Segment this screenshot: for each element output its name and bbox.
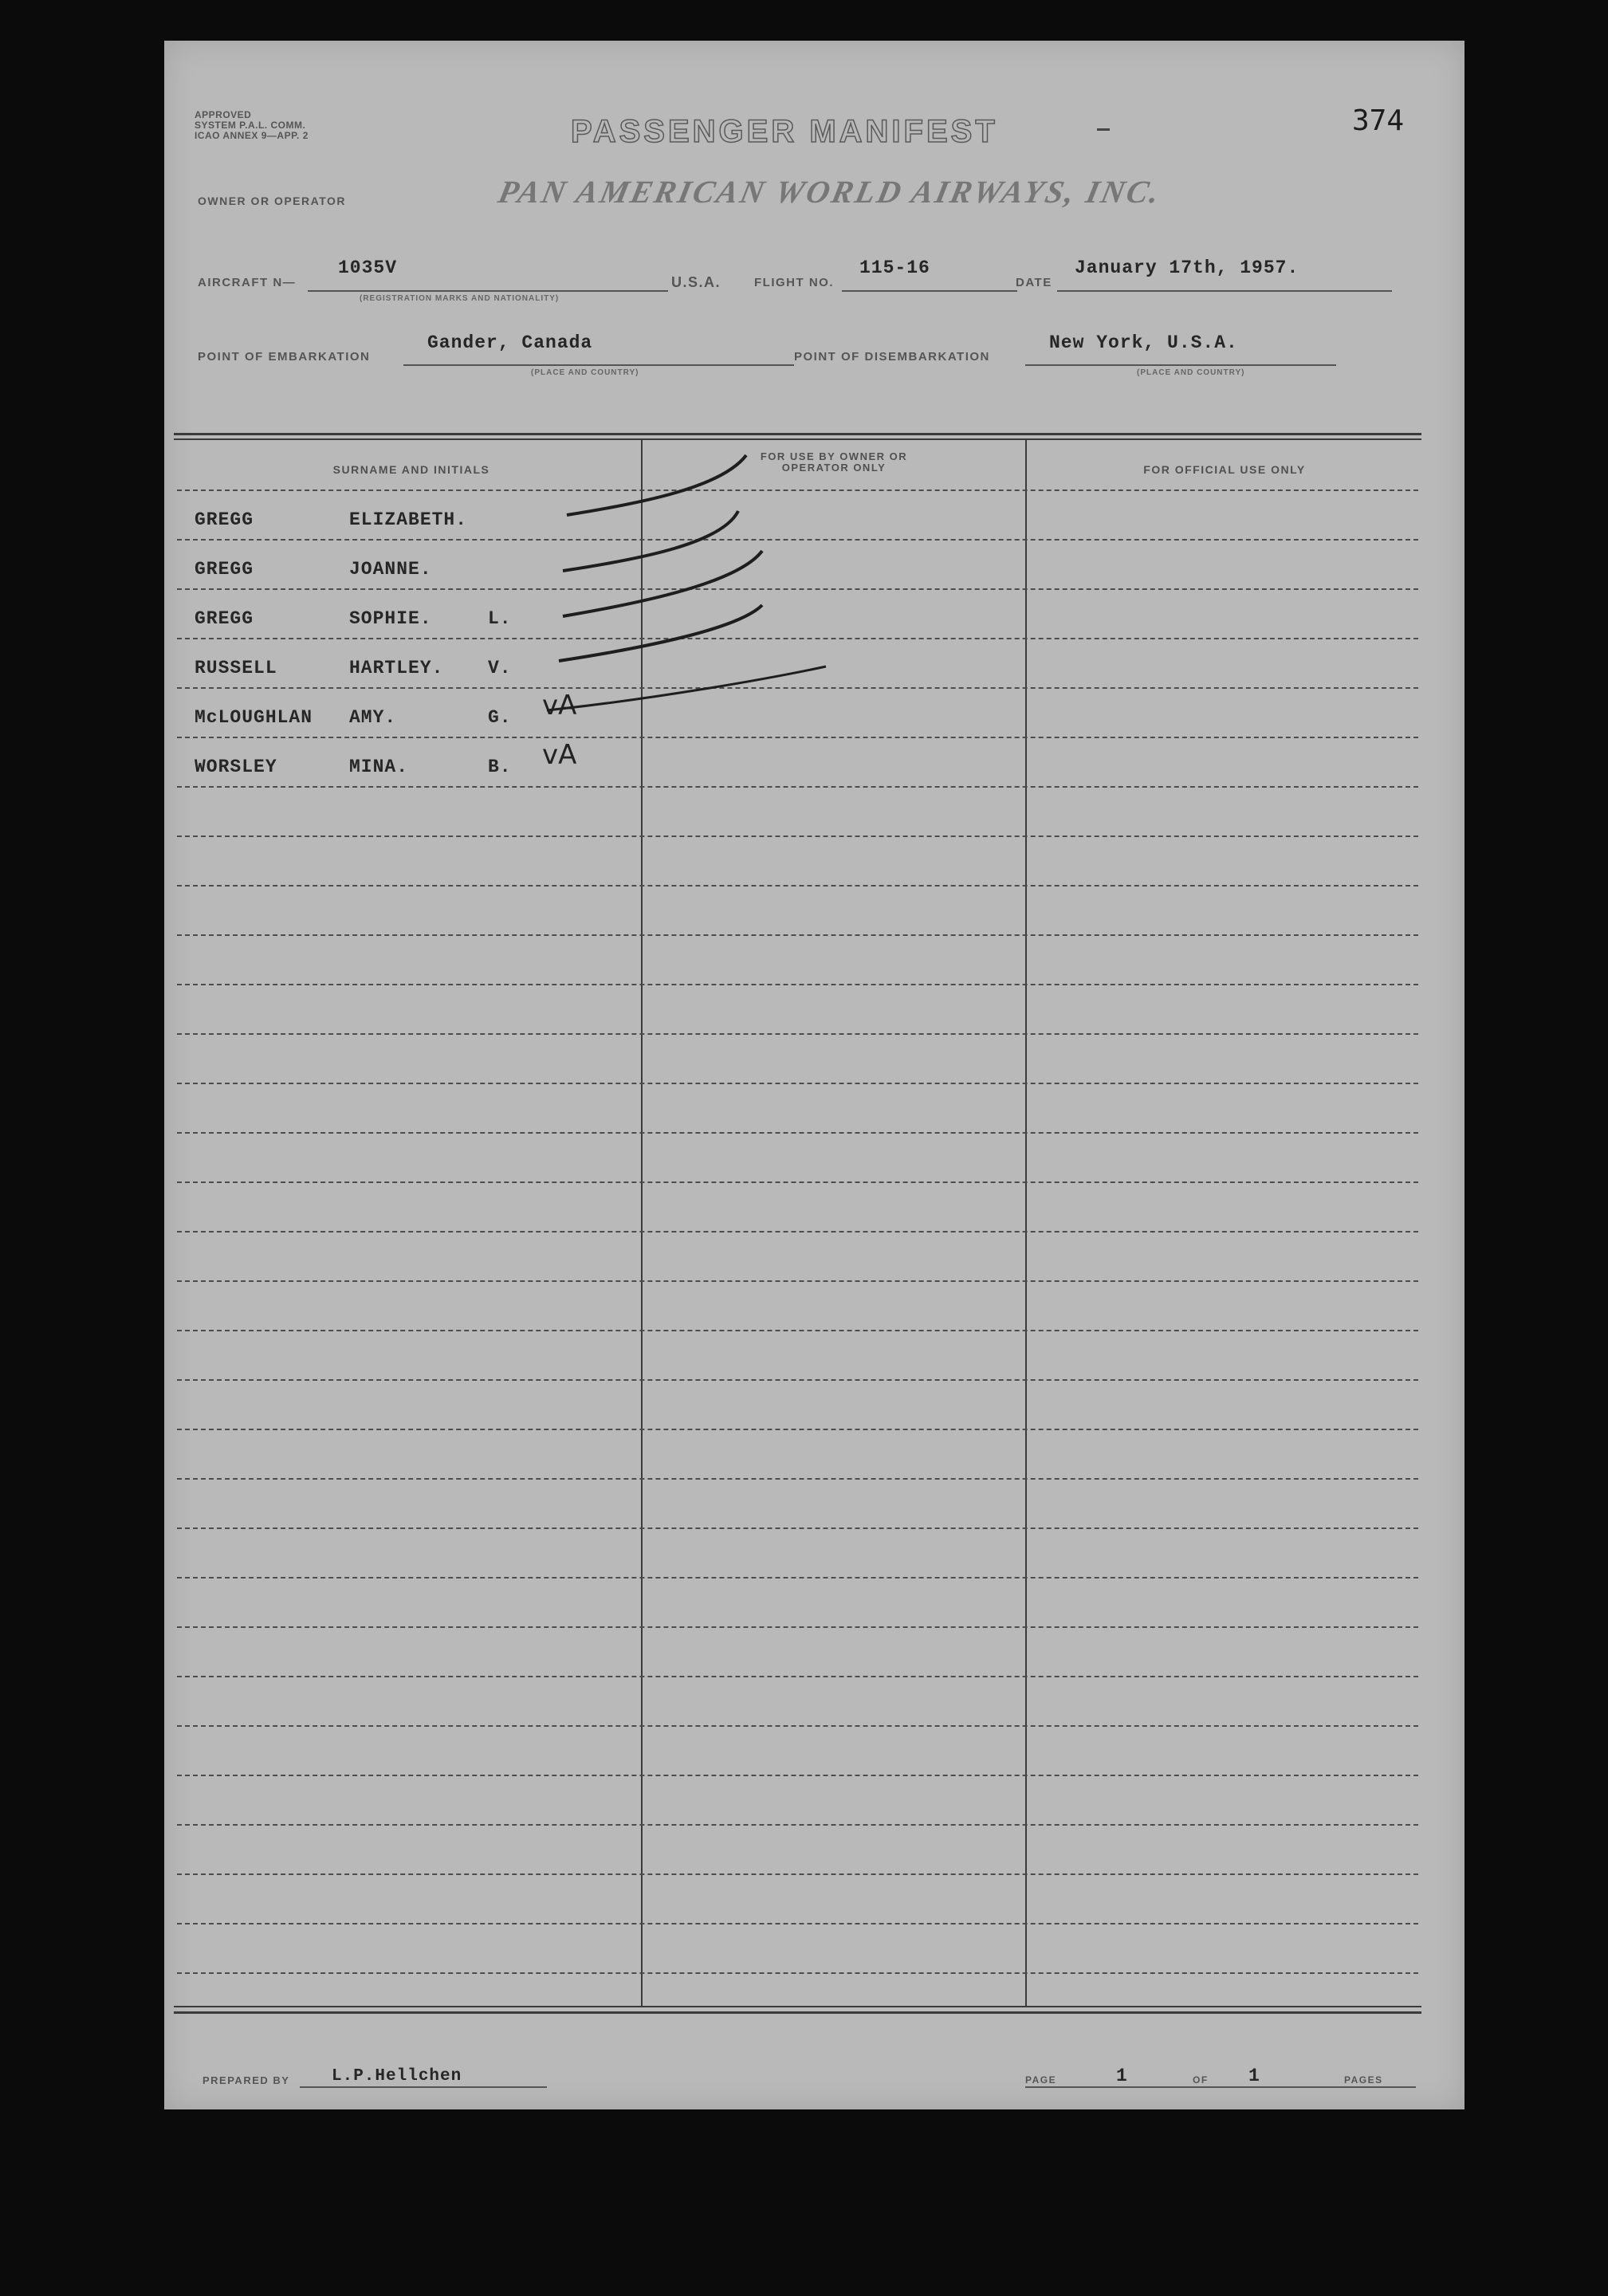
passenger-given-name: ELIZABETH.: [349, 509, 468, 530]
page-number: 374: [1352, 104, 1405, 137]
approval-line: APPROVED: [195, 109, 252, 120]
passenger-given-name: HARTLEY.: [349, 658, 444, 678]
table-bottom-rule-2: [174, 2011, 1421, 2014]
page-value: 1: [1116, 2066, 1128, 2086]
passenger-surname: GREGG: [195, 509, 254, 530]
passenger-given-name: AMY.: [349, 707, 397, 728]
flight-value: 115-16: [859, 258, 930, 278]
passenger-given-name: MINA.: [349, 757, 409, 777]
of-label: OF: [1193, 2074, 1209, 2086]
embarkation-value: Gander, Canada: [427, 332, 593, 353]
passenger-surname: RUSSELL: [195, 658, 277, 678]
passenger-initial: L.: [488, 608, 512, 629]
handwritten-mark: vA: [542, 690, 577, 721]
embarkation-sublabel: (PLACE AND COUNTRY): [531, 368, 639, 377]
handwritten-mark: vA: [542, 739, 577, 771]
passenger-surname: WORSLEY: [195, 757, 277, 777]
page-label: PAGE: [1025, 2074, 1057, 2086]
company-name: PAN AMERICAN WORLD AIRWAYS, INC.: [495, 174, 1166, 210]
pen-stroke: [547, 666, 826, 710]
table-bottom-rule: [174, 2006, 1421, 2007]
disembarkation-sublabel: (PLACE AND COUNTRY): [1137, 368, 1245, 377]
passenger-given-name: JOANNE.: [349, 559, 432, 580]
date-value: January 17th, 1957.: [1075, 258, 1299, 278]
page-fill-line: [1025, 2086, 1416, 2088]
approval-line: SYSTEM P.A.L. COMM.: [195, 120, 306, 131]
passenger-surname: GREGG: [195, 608, 254, 629]
flight-label: FLIGHT NO.: [754, 276, 834, 289]
form-title: PASSENGER MANIFEST: [571, 114, 998, 149]
pen-stroke: [559, 605, 762, 661]
passenger-given-name: SOPHIE.: [349, 608, 432, 629]
prepared-label: PREPARED BY: [202, 2074, 290, 2086]
col-header-owner: FOR USE BY OWNER OR OPERATOR ONLY: [760, 450, 908, 474]
prepared-value: L.P.Hellchen: [332, 2067, 462, 2086]
prepared-fill-line: [300, 2086, 547, 2088]
passenger-initial: G.: [488, 707, 512, 728]
manifest-sheet: [164, 41, 1464, 2109]
handwritten-strokes: [164, 41, 1464, 2109]
pen-stroke: [567, 455, 746, 515]
country-label: U.S.A.: [671, 274, 721, 290]
aircraft-value: 1035V: [338, 258, 398, 278]
col-header-official: FOR OFFICIAL USE ONLY: [1143, 463, 1306, 476]
of-value: 1: [1248, 2066, 1260, 2086]
aircraft-label: AIRCRAFT N—: [198, 276, 297, 289]
date-label: DATE: [1016, 276, 1052, 289]
passenger-surname: GREGG: [195, 559, 254, 580]
col-header-surname: SURNAME AND INITIALS: [332, 463, 490, 476]
pen-stroke: [563, 551, 762, 616]
pages-label: PAGES: [1344, 2074, 1383, 2086]
owner-label: OWNER OR OPERATOR: [198, 195, 346, 207]
approval-line: ICAO ANNEX 9—APP. 2: [195, 130, 309, 141]
passenger-initial: V.: [488, 658, 512, 678]
passenger-initial: B.: [488, 757, 512, 777]
pen-stroke: [563, 511, 738, 571]
passenger-surname: McLOUGHLAN: [195, 707, 313, 728]
disembarkation-value: New York, U.S.A.: [1049, 332, 1238, 353]
embarkation-label: POINT OF EMBARKATION: [198, 350, 371, 364]
aircraft-sublabel: (REGISTRATION MARKS AND NATIONALITY): [360, 294, 560, 303]
disembarkation-label: POINT OF DISEMBARKATION: [794, 350, 990, 364]
